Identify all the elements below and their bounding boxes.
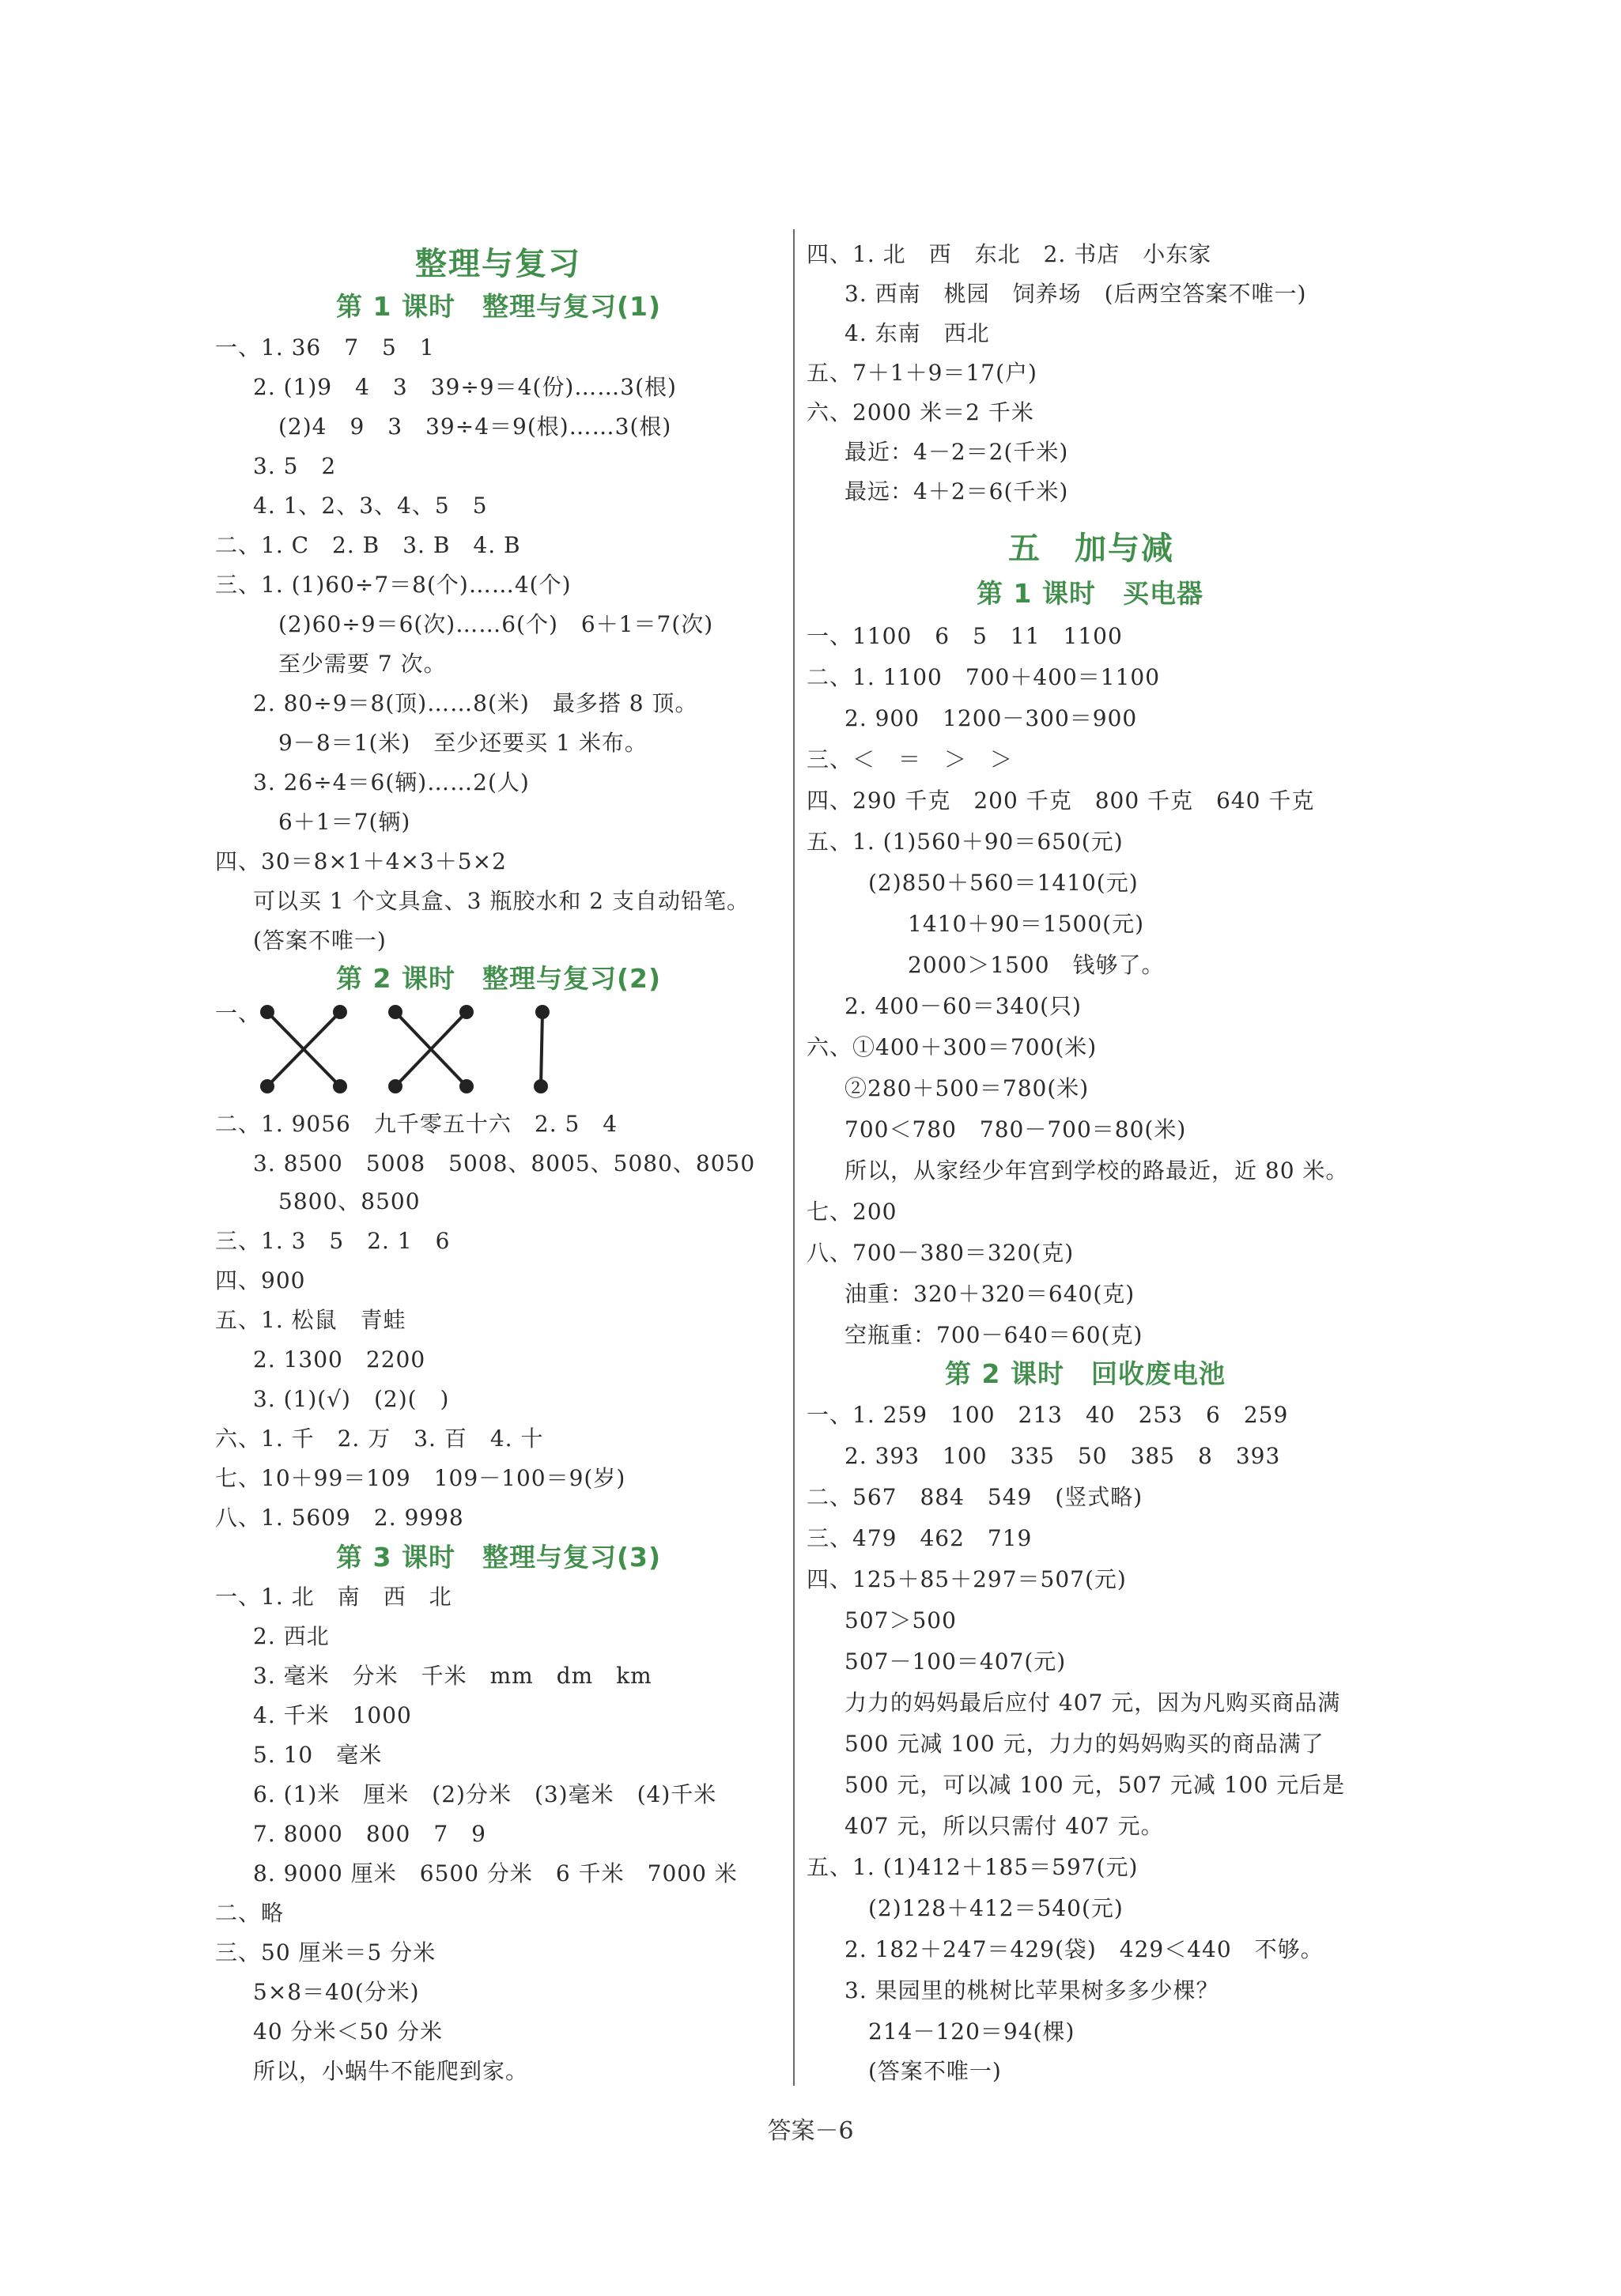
answer-line: 7. 8000 800 7 9: [253, 1821, 486, 1847]
answer-line: 所以，小蜗牛不能爬到家。: [253, 2058, 529, 2084]
answer-line: 五、1. (1)412＋185＝597(元): [807, 1854, 1139, 1880]
answer-line: 5. 10 毫米: [253, 1742, 383, 1768]
answer-line: 三、＜ ＝ ＞ ＞: [807, 746, 1014, 772]
answer-line: 9－8＝1(米) 至少还要买 1 米布。: [278, 730, 648, 756]
answer-line: 40 分米＜50 分米: [253, 2018, 444, 2045]
answer-line: 七、200: [807, 1199, 897, 1225]
answer-line: 二、1. 9056 九千零五十六 2. 5 4: [215, 1111, 618, 1137]
answer-line: 三、1. 3 5 2. 1 6: [215, 1228, 451, 1254]
answer-line: 所以，从家经少年宫到学校的路最近，近 80 米。: [845, 1157, 1349, 1184]
answer-line: 2. 393 100 335 50 385 8 393: [845, 1443, 1281, 1469]
answer-line: 2000＞1500 钱够了。: [908, 952, 1165, 978]
answer-line: 至少需要 7 次。: [278, 651, 447, 677]
answer-line: 6＋1＝7(辆): [278, 809, 411, 835]
answer-line: 四、30＝8×1＋4×3＋5×2: [215, 848, 507, 874]
answer-line: 3. 26÷4＝6(辆)……2(人): [253, 769, 530, 795]
answer-line: 3. 8500 5008 5008、8005、5080、8050: [253, 1150, 756, 1176]
answer-line: (2)850＋560＝1410(元): [868, 870, 1139, 896]
answer-line: 4. 千米 1000: [253, 1702, 412, 1728]
answer-line: 507－100＝407(元): [845, 1648, 1067, 1675]
answer-line: 500 元，可以减 100 元，507 元减 100 元后是: [845, 1772, 1346, 1798]
answer-line: 二、1. 1100 700＋400＝1100: [807, 664, 1161, 690]
answer-line: 四、125＋85＋297＝507(元): [807, 1566, 1127, 1592]
answer-line: 五、1. (1)560＋90＝650(元): [807, 829, 1124, 855]
lesson-title: 第 2 课时 整理与复习(2): [336, 963, 662, 994]
answer-line: 一、1. 259 100 213 40 253 6 259: [807, 1402, 1289, 1428]
answer-line: 六、2000 米＝2 千米: [807, 399, 1034, 425]
answer-line: 700＜780 780－700＝80(米): [845, 1116, 1187, 1142]
answer-line: ②280＋500＝780(米): [845, 1075, 1090, 1101]
answer-line: 2. (1)9 4 3 39÷9＝4(份)……3(根): [253, 374, 677, 400]
answer-line: 2. 西北: [253, 1623, 330, 1649]
answer-line: 五、7＋1＋9＝17(户): [807, 360, 1037, 386]
answer-line: (答案不唯一): [868, 2058, 1002, 2084]
section-title-review: 整理与复习: [415, 246, 581, 282]
answer-line: 六、①400＋300＝700(米): [807, 1034, 1098, 1060]
answer-line: 六、1. 千 2. 万 3. 百 4. 十: [215, 1426, 544, 1452]
answer-line: 七、10＋99＝109 109－100＝9(岁): [215, 1465, 626, 1491]
section-title-add-subtract: 五 加与减: [1008, 531, 1174, 567]
answer-line: 5800、8500: [278, 1188, 421, 1214]
answer-line: 八、700－380＝320(克): [807, 1240, 1075, 1266]
answer-line: 214－120＝94(棵): [868, 2018, 1075, 2045]
answer-line: 507＞500: [845, 1607, 957, 1633]
answer-line: 2. 80÷9＝8(顶)……8(米) 最多搭 8 顶。: [253, 690, 698, 716]
matching-label: 一、: [215, 1000, 262, 1026]
answer-line: 8. 9000 厘米 6500 分米 6 千米 7000 米: [253, 1860, 738, 1886]
answer-line: 3. 果园里的桃树比苹果树多多少棵？: [845, 1977, 1219, 2003]
answer-line: 三、479 462 719: [807, 1525, 1033, 1551]
answer-line: 2. 1300 2200: [253, 1346, 426, 1373]
answer-line: 二、567 884 549 (竖式略): [807, 1484, 1143, 1510]
column-divider: [793, 229, 795, 2086]
matching-lines-diagram: [253, 998, 569, 1101]
answer-line: 四、900: [215, 1267, 306, 1293]
answer-line: 三、1. (1)60÷7＝8(个)……4(个): [215, 572, 572, 598]
answer-line: 一、1. 北 南 西 北: [215, 1584, 452, 1610]
answer-line: 八、1. 5609 2. 9998: [215, 1505, 464, 1531]
answer-line: 二、略: [215, 1900, 285, 1926]
answer-line: 6. (1)米 厘米 (2)分米 (3)毫米 (4)千米: [253, 1781, 717, 1807]
answer-line: 四、290 千克 200 千克 800 千克 640 千克: [807, 787, 1315, 814]
answer-line: 2. 182＋247＝429(袋) 429＜440 不够。: [845, 1936, 1324, 1962]
lesson-title: 第 1 课时 整理与复习(1): [336, 291, 662, 322]
answer-line: 1410＋90＝1500(元): [908, 911, 1144, 937]
answer-line: 2. 900 1200－300＝900: [845, 705, 1138, 731]
answer-line: 最远：4＋2＝6(千米): [845, 478, 1069, 504]
answer-line: 2. 400－60＝340(只): [845, 993, 1082, 1019]
answer-line: 5×8＝40(分米): [253, 1979, 420, 2005]
page-footer: 答案－6: [767, 2117, 854, 2145]
lesson-title: 第 1 课时 买电器: [977, 578, 1203, 609]
lesson-title: 第 2 课时 回收废电池: [945, 1358, 1226, 1389]
answer-line: 4. 东南 西北: [845, 320, 990, 346]
answer-line: (2)60÷9＝6(次)……6(个) 6＋1＝7(次): [278, 611, 714, 637]
answer-line: 407 元，所以只需付 407 元。: [845, 1813, 1164, 1839]
answer-line: 力力的妈妈最后应付 407 元，因为凡购买商品满: [845, 1690, 1341, 1716]
answer-line: 一、1100 6 5 11 1100: [807, 623, 1123, 649]
answer-line: (答案不唯一): [253, 927, 387, 954]
lesson-title: 第 3 课时 整理与复习(3): [336, 1542, 662, 1573]
answer-line: 五、1. 松鼠 青蛙: [215, 1307, 406, 1333]
answer-line: (2)128＋412＝540(元): [868, 1895, 1124, 1921]
answer-line: (2)4 9 3 39÷4＝9(根)……3(根): [278, 414, 672, 440]
answer-line: 四、1. 北 西 东北 2. 书店 小东家: [807, 241, 1212, 267]
answer-line: 油重：320＋320＝640(克): [845, 1281, 1135, 1307]
answer-line: 3. 毫米 分米 千米 mm dm km: [253, 1663, 652, 1689]
answer-line: 最近：4－2＝2(千米): [845, 439, 1069, 465]
answer-line: 三、50 厘米＝5 分米: [215, 1939, 436, 1966]
answer-line: 4. 1、2、3、4、5 5: [253, 493, 488, 519]
answer-line: 500 元减 100 元，力力的妈妈购买的商品满了: [845, 1731, 1324, 1757]
answer-line: 3. 5 2: [253, 453, 337, 479]
answer-line: 3. 西南 桃园 饲养场 (后两空答案不唯一): [845, 281, 1307, 307]
answer-line: 可以买 1 个文具盒、3 瓶胶水和 2 支自动铅笔。: [253, 888, 750, 914]
answer-line: 一、1. 36 7 5 1: [215, 334, 435, 361]
answer-line: 空瓶重：700－640＝60(克): [845, 1322, 1143, 1348]
answer-line: 二、1. C 2. B 3. B 4. B: [215, 532, 521, 558]
answer-line: 3. (1)(√) (2)( ): [253, 1386, 450, 1412]
